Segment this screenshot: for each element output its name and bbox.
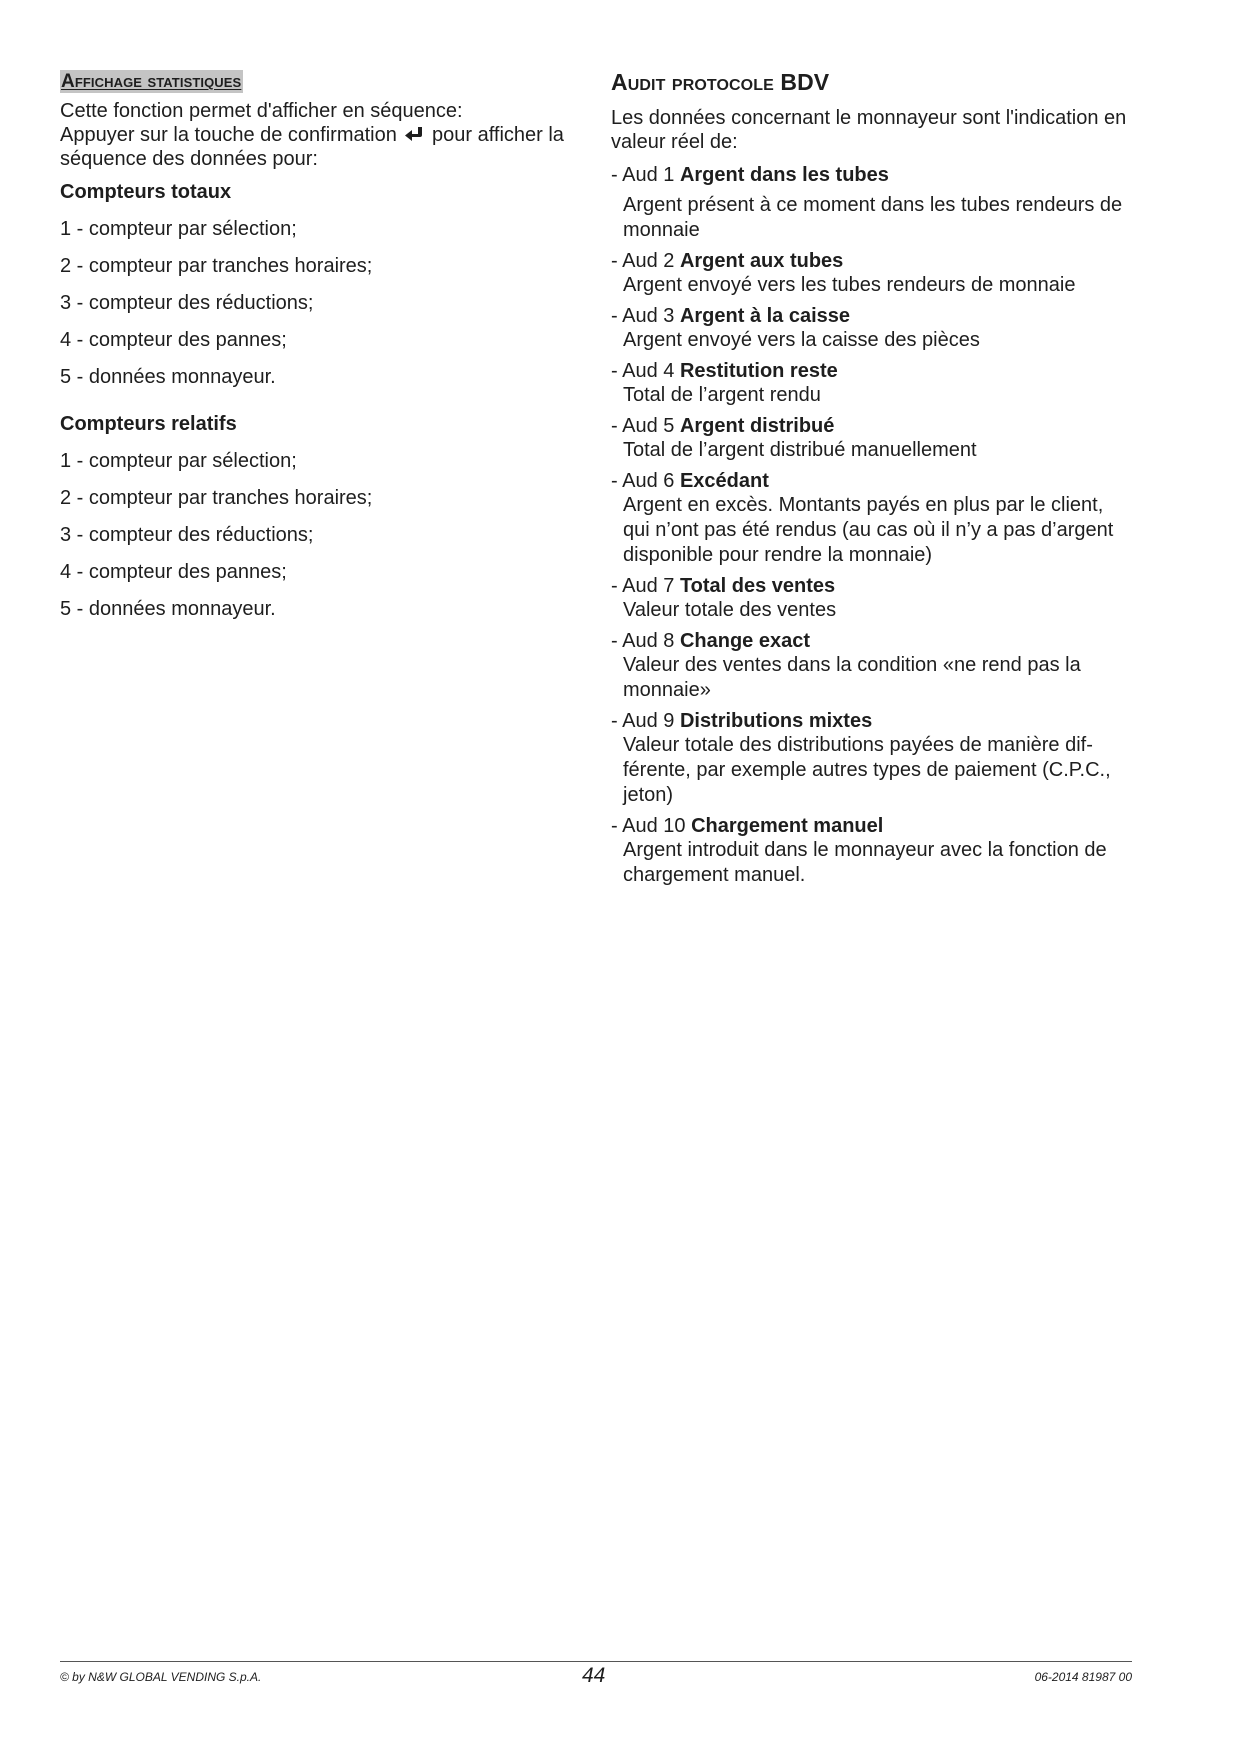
audit-prefix: - Aud 4 xyxy=(611,360,680,382)
list-item: 3 - compteur des réductions; xyxy=(60,292,314,314)
audit-description: Valeur totale des ventes xyxy=(623,599,837,621)
audit-description: Valeur totale des distributions payées de manière dif-férente, par exemple autres types de paiement (C.P.C., jeton) xyxy=(623,734,1111,806)
left-column xyxy=(60,70,582,621)
audit-item-title xyxy=(611,359,1131,383)
section-heading-audit-protocole: Audit protocole BDV xyxy=(611,69,830,95)
footer-divider xyxy=(60,1661,1132,1662)
audit-item-title xyxy=(611,163,1131,187)
audit-label: Change exact xyxy=(679,630,810,652)
list-item: 2 - compteur par tranches horaires; xyxy=(60,487,373,509)
footer-copyright: © by N&W GLOBAL VENDING S.p.A. xyxy=(60,1670,262,1684)
compteurs-relatifs-list xyxy=(60,449,582,621)
right-column xyxy=(611,68,1131,894)
audit-item-title xyxy=(611,414,1131,438)
audit-item-10 xyxy=(611,814,1131,888)
intro-paragraph xyxy=(60,99,582,171)
list-item: 4 - compteur des pannes; xyxy=(60,561,287,583)
audit-label: Argent aux tubes xyxy=(679,250,844,272)
audit-item-title xyxy=(611,814,1131,838)
audit-description: Argent présent à ce moment dans les tubes rendeurs de monnaie xyxy=(623,194,1123,241)
page-number: 44 xyxy=(582,1664,606,1687)
audit-label: Chargement manuel xyxy=(691,815,884,837)
list-item: 4 - compteur des pannes; xyxy=(60,329,287,351)
list-item: 5 - données monnayeur. xyxy=(60,598,276,620)
audit-label: Excédant xyxy=(679,470,769,492)
audit-item-title xyxy=(611,629,1131,653)
audit-prefix: - Aud 2 xyxy=(611,250,680,272)
list-item: 1 - compteur par sélection; xyxy=(60,450,297,472)
audit-item-title xyxy=(611,469,1131,493)
compteurs-totaux-list xyxy=(60,217,582,389)
audit-item-title xyxy=(611,304,1131,328)
audit-prefix: - Aud 1 xyxy=(611,164,680,186)
audit-prefix: - Aud 3 xyxy=(611,305,680,327)
compteurs-relatifs-title: Compteurs relatifs xyxy=(60,413,237,435)
audit-item-title xyxy=(611,249,1131,273)
audit-label: Argent distribué xyxy=(679,415,835,437)
intro-line-2-before: Appuyer sur la touche de confirmation xyxy=(60,124,397,146)
audit-label: Distributions mixtes xyxy=(679,710,873,732)
compteurs-totaux-title: Compteurs totaux xyxy=(60,181,232,203)
audit-item-title xyxy=(611,574,1131,598)
audit-description: Total de l’argent rendu xyxy=(623,384,821,406)
intro-line-1: Cette fonction permet d'afficher en séquence: xyxy=(60,100,463,122)
audit-description: Argent en excès. Montants payés en plus par le client, qui n’ont pas été rendus (au cas où il n’y a pas d’argent disponible pour rendre la monnaie) xyxy=(623,494,1114,566)
footer-doc-code: 06-2014 81987 00 xyxy=(1034,1670,1132,1684)
list-item: 3 - compteur des réductions; xyxy=(60,524,314,546)
audit-prefix: - Aud 6 xyxy=(611,470,680,492)
audit-prefix: - Aud 8 xyxy=(611,630,680,652)
list-item: 1 - compteur par sélection; xyxy=(60,218,297,240)
intro-line-2-after: pour afficher la séquence des données pour: xyxy=(60,124,564,170)
audit-intro: Les données concernant le monnayeur sont l'indication en valeur réel de: xyxy=(611,107,1127,153)
audit-label: Argent dans les tubes xyxy=(679,164,889,186)
audit-item-6 xyxy=(611,469,1131,568)
audit-description: Argent envoyé vers la caisse des pièces xyxy=(623,329,980,351)
audit-prefix: - Aud 5 xyxy=(611,415,680,437)
audit-description: Valeur des ventes dans la condition «ne rend pas la monnaie» xyxy=(623,654,1081,701)
list-item: 5 - données monnayeur. xyxy=(60,366,276,388)
enter-key-icon xyxy=(404,126,424,144)
audit-description: Total de l’argent distribué manuellement xyxy=(623,439,977,461)
list-item: 2 - compteur par tranches horaires; xyxy=(60,255,373,277)
audit-item-9 xyxy=(611,709,1131,808)
audit-item-2 xyxy=(611,249,1131,298)
audit-item-4 xyxy=(611,359,1131,408)
audit-item-8 xyxy=(611,629,1131,703)
audit-description: Argent introduit dans le monnayeur avec la fonction de chargement manuel. xyxy=(623,839,1107,886)
audit-label: Total des ventes xyxy=(679,575,836,597)
audit-item-1 xyxy=(611,163,1131,243)
audit-prefix: - Aud 9 xyxy=(611,710,680,732)
audit-item-3 xyxy=(611,304,1131,353)
section-heading-affichage-statistiques: Affichage statistiques xyxy=(61,71,242,92)
audit-prefix: - Aud 10 xyxy=(611,815,692,837)
audit-label: Argent à la caisse xyxy=(679,305,851,327)
audit-prefix: - Aud 7 xyxy=(611,575,680,597)
audit-label: Restitution reste xyxy=(679,360,838,382)
audit-item-7 xyxy=(611,574,1131,623)
audit-item-title xyxy=(611,709,1131,733)
audit-item-5 xyxy=(611,414,1131,463)
audit-description: Argent envoyé vers les tubes rendeurs de monnaie xyxy=(623,274,1076,296)
